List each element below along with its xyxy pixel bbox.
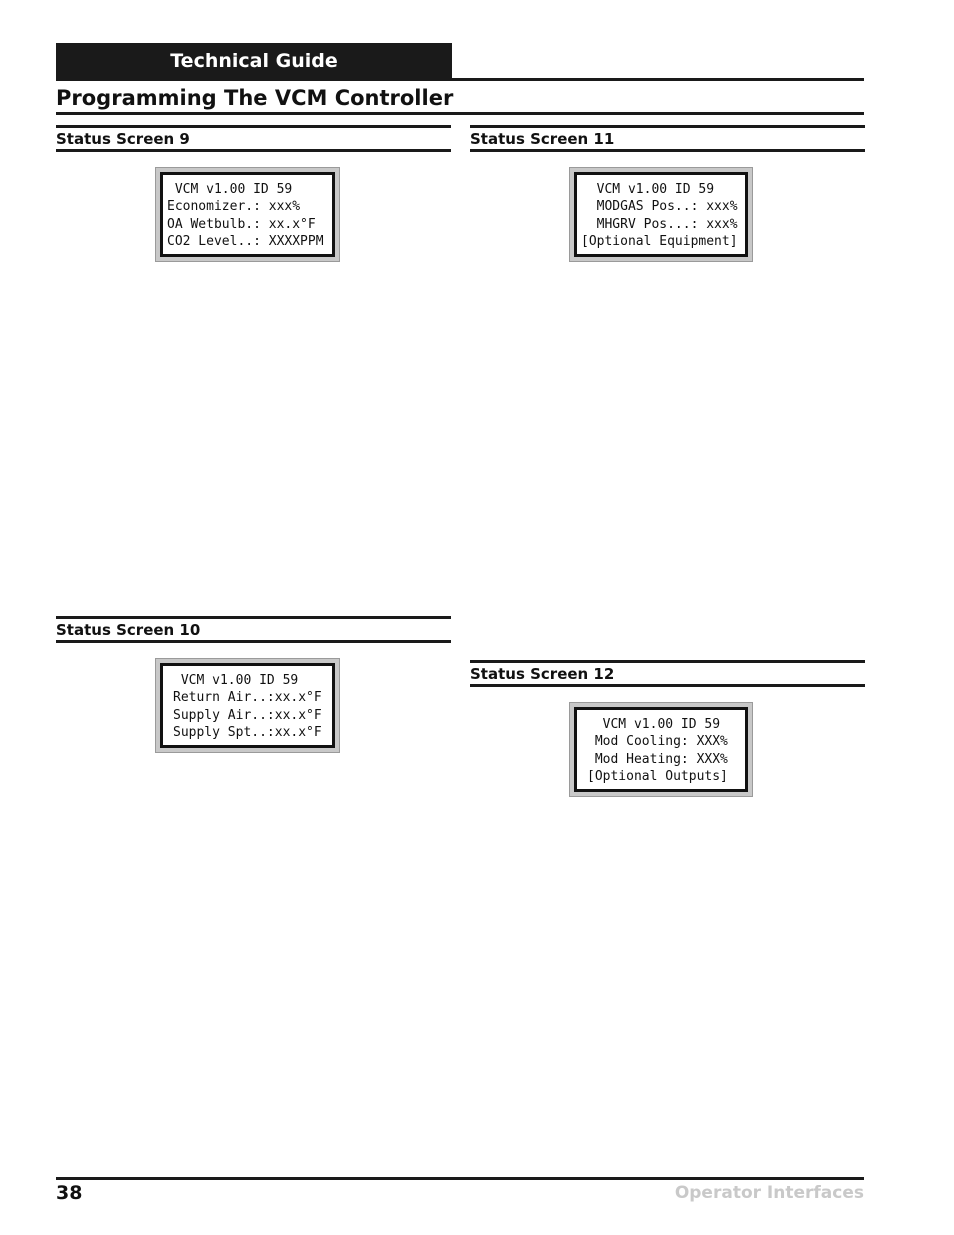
title-rule: [56, 112, 864, 115]
lcd-line: VCM v1.00 ID 59: [167, 182, 293, 197]
lcd-line: Economizer.: xxx%: [167, 199, 301, 215]
page-number: 38: [56, 1182, 83, 1204]
lcd-line: Mod Heating: XXX%: [587, 751, 728, 767]
lcd-line: MODGAS Pos..: xxx%: [581, 199, 738, 215]
lcd-line: VCM v1.00 ID 59: [173, 673, 299, 688]
technical-guide-label: Technical Guide: [170, 50, 338, 72]
lcd-display: [574, 707, 748, 792]
lcd-line: [Optional Equipment]: [581, 233, 738, 249]
section-label: Status Screen 11: [470, 130, 615, 148]
section-bottom-rule: [470, 684, 865, 687]
section-bottom-rule: [56, 640, 451, 643]
lcd-line: MHGRV Pos...: xxx%: [581, 216, 738, 232]
technical-guide-tab: [56, 43, 452, 79]
lcd-display: [160, 172, 335, 257]
footer-rule: [56, 1177, 864, 1180]
lcd-line: Supply Spt..:xx.x°F: [173, 724, 322, 740]
status-screen-12-heading: [470, 660, 865, 687]
page-title: Programming The VCM Controller: [56, 86, 454, 110]
section-label: Status Screen 10: [56, 621, 201, 639]
section-label: Status Screen 12: [470, 665, 615, 683]
status-screen-10-heading: [56, 616, 451, 643]
lcd-line: OA Wetbulb.: xx.x°F: [167, 216, 316, 232]
header-rule: [56, 78, 864, 81]
section-label: Status Screen 9: [56, 130, 190, 148]
lcd-line: VCM v1.00 ID 59: [587, 717, 721, 732]
status-screen-11-lcd: [569, 167, 753, 262]
status-screen-10-lcd: [155, 658, 340, 753]
lcd-line: Mod Cooling: XXX%: [587, 734, 728, 750]
lcd-line: CO2 Level..: XXXXPPM: [167, 233, 324, 249]
lcd-display: [160, 663, 335, 748]
section-bottom-rule: [470, 149, 865, 152]
status-screen-12-lcd: [569, 702, 753, 797]
lcd-display: [574, 172, 748, 257]
status-screen-11-heading: [470, 125, 865, 152]
status-screen-9-heading: [56, 125, 451, 152]
footer-section-name: Operator Interfaces: [674, 1183, 864, 1203]
lcd-line: Return Air..:xx.x°F: [173, 690, 322, 706]
lcd-line: Supply Air..:xx.x°F: [173, 707, 322, 723]
status-screen-9-lcd: [155, 167, 340, 262]
lcd-line: VCM v1.00 ID 59: [581, 182, 715, 197]
lcd-line: [Optional Outputs]: [587, 768, 728, 784]
section-bottom-rule: [56, 149, 451, 152]
